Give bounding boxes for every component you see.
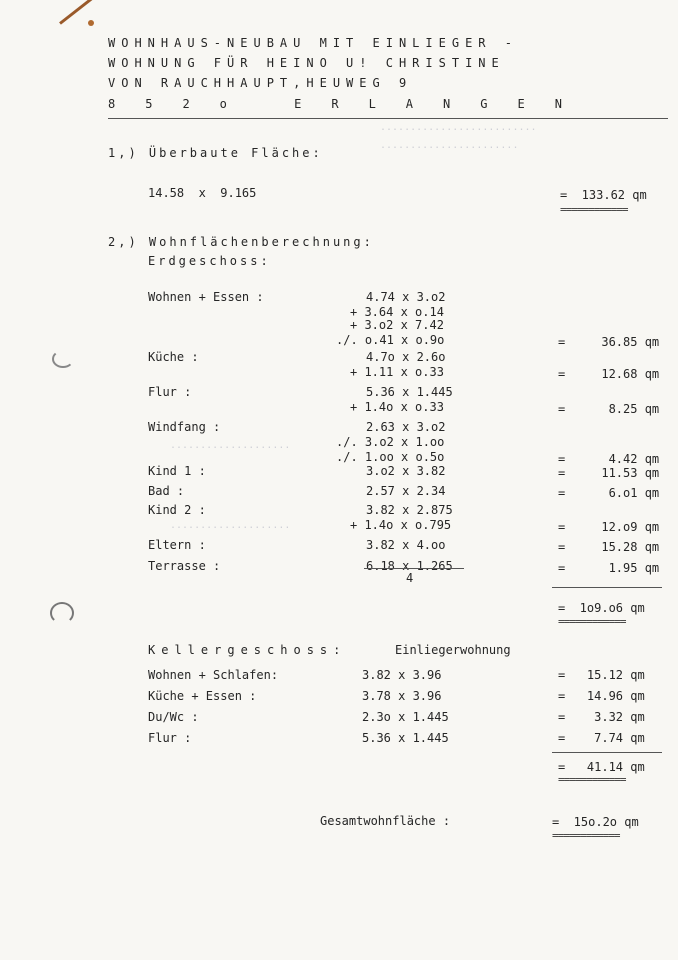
room-calc: ./. 3.o2 x 1.oo [336,435,445,449]
section3-title-suffix: Einliegerwohnung [395,643,511,657]
room-result: = 15.28 qm [558,540,660,554]
room-label: Terrasse : [148,559,221,573]
room-result: = 6.o1 qm [558,486,660,500]
room-label: Küche + Essen : [148,689,257,703]
sum-rule [552,752,662,753]
room-calc: 4.74 x 3.o2 [366,290,446,304]
kellergeschoss-total: = 41.14 qm [558,760,645,774]
show-through-text: .................... [170,520,291,531]
room-calc: 6.18 x 1.265 [366,559,453,573]
header-line-2: WOHNUNG FÜR HEINO U! CHRISTINE [108,56,505,70]
double-underline: ============ [558,773,626,786]
section2-title: 2,) Wohnflächenberechnung: [108,235,374,249]
double-underline: ============ [560,203,628,216]
room-result: = 3.32 qm [558,710,645,724]
room-calc: + 1.4o x o.795 [350,518,452,532]
room-calc: 3.82 x 3.96 [362,668,442,682]
room-calc: 3.o2 x 3.82 [366,464,446,478]
header-line-1: WOHNHAUS-NEUBAU MIT EINLIEGER - [108,36,518,50]
room-label: Wohnen + Essen : [148,290,264,304]
room-result: = 12.o9 qm [558,520,660,534]
double-underline: ============ [558,615,626,628]
room-label: Flur : [148,731,192,745]
section1-calc: 14.58 x 9.165 [148,186,257,200]
room-label: Kind 1 : [148,464,206,478]
room-calc: 4.7o x 2.6o [366,350,446,364]
room-calc: 2.63 x 3.o2 [366,420,446,434]
double-underline: ============ [552,829,620,842]
header-rule [108,118,668,119]
section2-subtitle: Erdgeschoss: [148,254,271,268]
room-label: Eltern : [148,538,206,552]
room-result: = 8.25 qm [558,402,660,416]
sum-rule [552,587,662,588]
room-calc: + 1.11 x o.33 [350,365,444,379]
section3-title: Kellergeschoss: [148,643,347,657]
header-line-4: 852o ERLANGEN [108,97,592,111]
show-through-text: .......................... [380,122,537,133]
room-label: Wohnen + Schlafen: [148,668,279,682]
room-calc: + 1.4o x o.33 [350,400,444,414]
room-result: = 4.42 qm [558,452,660,466]
room-label: Küche : [148,350,199,364]
section1-title: 1,) Überbaute Fläche: [108,146,323,160]
room-result: = 15.12 qm [558,668,645,682]
room-result: = 1.95 qm [558,561,660,575]
room-calc: ./. o.41 x o.9o [336,333,445,347]
room-calc: 5.36 x 1.445 [366,385,453,399]
show-through-text: ....................... [380,140,519,151]
erdgeschoss-total: = 1o9.o6 qm [558,601,645,615]
terrasse-fraction-bar [364,568,464,569]
room-result: = 14.96 qm [558,689,645,703]
show-through-text: .................... [170,440,291,451]
section1-result: = 133.62 qm [560,188,647,202]
room-label: Windfang : [148,420,221,434]
room-calc: 3.78 x 3.96 [362,689,442,703]
grand-total-value: = 15o.2o qm [552,815,639,829]
room-calc: 3.82 x 4.oo [366,538,446,552]
header-line-3: VON RAUCHHAUPT,HEUWEG 9 [108,76,413,90]
room-result: = 12.68 qm [558,367,660,381]
room-label: Du/Wc : [148,710,199,724]
room-result: = 36.85 qm [558,335,660,349]
room-calc: 3.82 x 2.875 [366,503,453,517]
room-result: = 11.53 qm [558,466,660,480]
terrasse-divisor: 4 [406,571,414,585]
punch-hole-icon [52,350,74,368]
room-calc: 5.36 x 1.445 [362,731,449,745]
room-calc: 2.57 x 2.34 [366,484,446,498]
room-label: Kind 2 : [148,503,206,517]
room-label: Bad : [148,484,185,498]
room-calc: + 3.o2 x 7.42 [350,318,444,332]
pin-head-icon [88,20,94,26]
room-calc: 2.3o x 1.445 [362,710,449,724]
punch-hole-icon [50,602,74,624]
grand-total-label: Gesamtwohnfläche : [320,814,451,828]
room-calc: + 3.64 x o.14 [350,305,444,319]
room-label: Flur : [148,385,192,399]
room-calc: ./. 1.oo x o.5o [336,450,445,464]
room-result: = 7.74 qm [558,731,645,745]
